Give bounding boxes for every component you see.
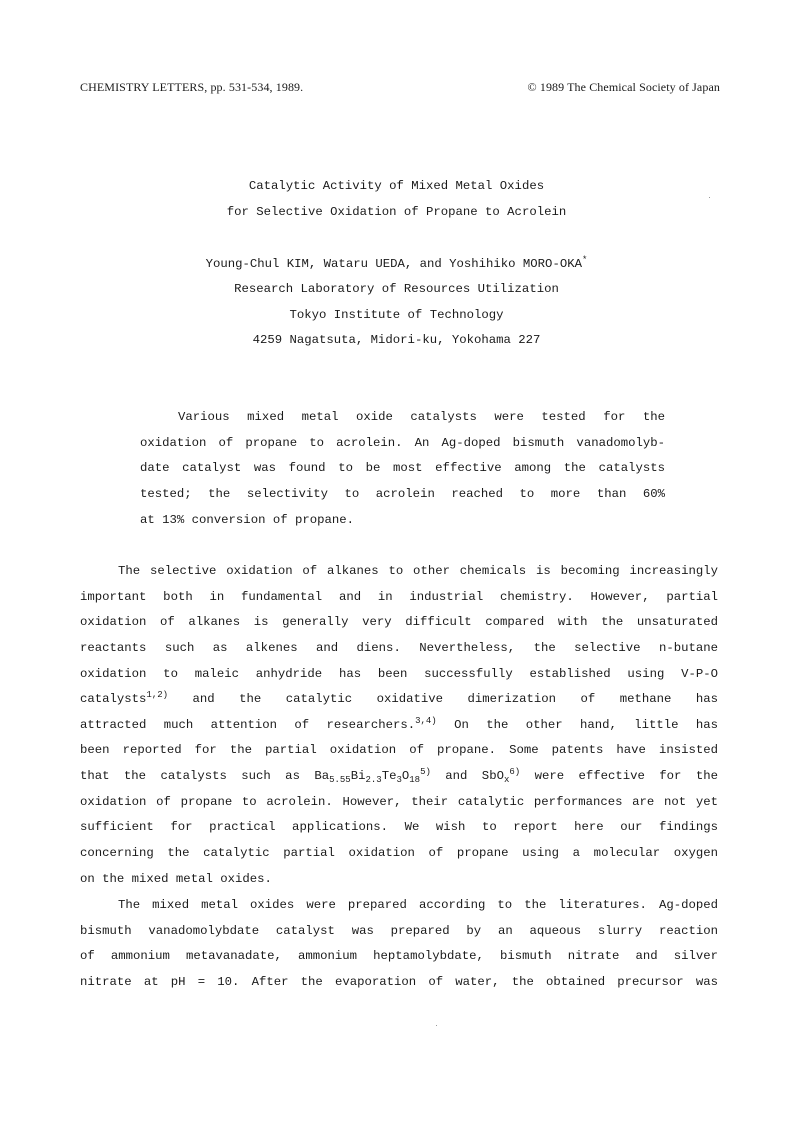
body-line: sufficient for practical applications. We wish to report here our findings	[80, 820, 718, 834]
subscript: 3	[396, 775, 402, 785]
scan-speck	[436, 1025, 437, 1026]
body-line	[80, 691, 718, 707]
body-text: were effective for the	[520, 769, 718, 783]
body-line: reactants such as alkenes and diens. Nevertheless, the selective n-butane	[80, 641, 718, 655]
body-line: concerning the catalytic partial oxidation of propane using a molecular oxygen	[80, 846, 718, 860]
abstract-line: oxidation of propane to acrolein. An Ag-doped bismuth vanadomolyb-	[140, 436, 665, 450]
body-text: and SbO	[430, 769, 504, 783]
body-text: attracted much attention of researchers.	[80, 718, 416, 732]
corresponding-author-mark: *	[581, 255, 588, 265]
paper-title-line-1: Catalytic Activity of Mixed Metal Oxides	[248, 179, 545, 193]
reference-mark: 3,4)	[415, 716, 437, 726]
reference-mark: 6)	[509, 767, 521, 777]
reference-mark: 5)	[420, 767, 431, 777]
body-text: Te	[381, 769, 397, 783]
journal-citation: CHEMISTRY LETTERS, pp. 531-534, 1989.	[80, 80, 304, 94]
reference-mark: 1,2)	[146, 690, 169, 700]
body-line	[80, 717, 718, 733]
body-line: on the mixed metal oxides.	[80, 872, 272, 886]
paper-title-line-2: for Selective Oxidation of Propane to Acrolein	[226, 205, 567, 219]
affiliation-address: 4259 Nagatsuta, Midori-ku, Yokohama 227	[252, 333, 541, 347]
body-text: O	[401, 769, 410, 783]
body-line: oxidation of propane to acrolein. However, their catalytic performances are not yet	[80, 795, 718, 809]
body-line: The mixed metal oxides were prepared according to the literatures. Ag-doped	[118, 898, 718, 912]
body-line: oxidation to maleic anhydride has been successfully established using V-P-O	[80, 667, 718, 681]
body-line: The selective oxidation of alkanes to other chemicals is becoming increasingly	[118, 564, 718, 578]
body-line	[80, 768, 718, 784]
abstract-line: date catalyst was found to be most effective among the catalysts	[140, 461, 665, 475]
body-text: that the catalysts such as Ba	[80, 769, 330, 783]
body-line: of ammonium metavanadate, ammonium heptamolybdate, bismuth nitrate and silver	[80, 949, 718, 963]
scan-speck	[709, 197, 710, 198]
body-text: and the catalytic oxidative dimerization of methane has	[168, 692, 718, 706]
running-header	[80, 80, 720, 96]
subscript: 5.55	[329, 775, 351, 785]
abstract-line: at 13% conversion of propane.	[140, 513, 355, 527]
body-text: Bi	[350, 769, 366, 783]
affiliation-institute: Tokyo Institute of Technology	[289, 308, 504, 322]
body-line: important both in fundamental and in industrial chemistry. However, partial	[80, 590, 718, 604]
body-line: been reported for the partial oxidation of propane. Some patents have insisted	[80, 743, 718, 757]
abstract-line: Various mixed metal oxide catalysts were tested for the	[178, 410, 665, 424]
body-line: bismuth vanadomolybdate catalyst was prepared by an aqueous slurry reaction	[80, 924, 718, 938]
body-text: On the other hand, little has	[436, 718, 718, 732]
author-names: Young-Chul KIM, Wataru UEDA, and Yoshihiko MORO-OKA	[205, 257, 582, 271]
abstract-line: tested; the selectivity to acrolein reached to more than 60%	[140, 487, 665, 501]
affiliation-lab: Research Laboratory of Resources Utilization	[234, 282, 559, 296]
subscript: 2.3	[365, 775, 382, 785]
subscript: x	[503, 775, 510, 785]
body-text: catalysts	[80, 692, 147, 706]
copyright-notice: © 1989 The Chemical Society of Japan	[527, 80, 720, 94]
body-line: oxidation of alkanes is generally very difficult compared with the unsaturated	[80, 615, 718, 629]
body-line: nitrate at pH = 10. After the evaporation of water, the obtained precursor was	[80, 975, 718, 989]
author-list	[0, 256, 793, 272]
subscript: 18	[409, 775, 421, 785]
